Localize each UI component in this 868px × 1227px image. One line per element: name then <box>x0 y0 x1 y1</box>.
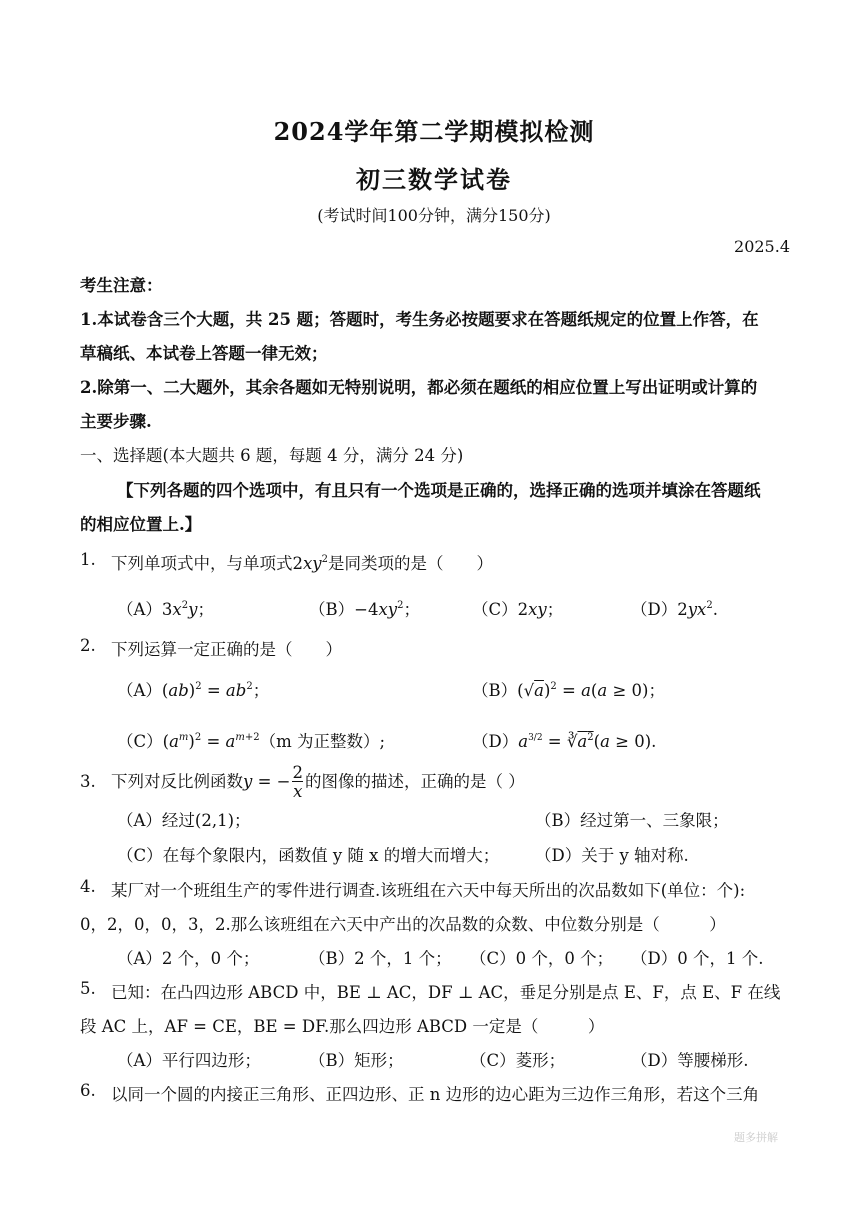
option-c: （C）0 个，0 个； <box>470 949 614 968</box>
question-number: 1. <box>80 550 96 569</box>
option-a: （A）2 个，0 个； <box>117 949 260 968</box>
option-c: $(C)(a^m)^2 = a^{m+2}(m$ 为正整数）; <box>117 732 386 751</box>
question-4-line2: 0，2，0，0，3，2.那么该班组在六天中产出的次品数的众数、中位数分别是（ ） <box>80 915 726 934</box>
question-text-line1: 某厂对一个班组生产的零件进行调查.该班组在六天中每天所出的次品数如下(单位：个): <box>111 881 746 900</box>
option-c: （C）菱形； <box>470 1051 566 1070</box>
section1-instruction-line2: 的相应位置上.】 <box>80 515 202 534</box>
option-b: $(B)-4xy^2$； <box>309 600 420 619</box>
option-b: （B）2 个，1 个； <box>309 949 452 968</box>
option-b: （B）矩形； <box>309 1051 404 1070</box>
question-5-line2: 段 AC 上，AF = CE，BE = DF.那么四边形 ABCD 一定是（ ） <box>80 1017 605 1036</box>
notice-item1-line1: 1.本试卷含三个大题，共 25 题；答题时，考生务必按题要求在答题纸规定的位置上作答，在 <box>80 310 759 329</box>
question-3-option-a: （A）经过(2,1)； <box>117 811 251 830</box>
option-d: $(D)2yx^2$. <box>631 600 718 619</box>
section1-instruction-line1: 【下列各题的四个选项中，有且只有一个选项是正确的，选择正确的选项并填涂在答题纸 <box>117 481 761 500</box>
question-number: 3. <box>80 772 96 791</box>
option-a: $(A)3x^2y$； <box>117 600 214 619</box>
option-a: （A）平行四边形； <box>117 1051 261 1070</box>
question-text-line1: 以同一个圆的内接正三角形、正四边形、正 n 边形的边心距为三边作三角形，若这个三角 <box>111 1085 760 1104</box>
notice-item2-line1: 2.除第一、二大题外，其余各题如无特别说明，都必须在题纸的相应位置上写出证明或计算的 <box>80 378 758 397</box>
notice-heading: 考生注意： <box>80 276 163 295</box>
question-text-line1: 已知：在凸四边形 ABCD 中，BE ⊥ AC，DF ⊥ AC，垂足分别是点 E、F，点 E、F 在线 <box>111 983 781 1002</box>
question-number: 6. <box>80 1081 96 1100</box>
question-number: 2. <box>80 636 96 655</box>
option-d: $(D)a^{3/2}$ = $∛a^2(a \ge 0)$. <box>472 732 657 751</box>
notice-item1-line2: 草稿纸、本试卷上答题一律无效； <box>80 344 328 363</box>
option-d: （D）0 个，1 个. <box>631 949 764 968</box>
notice-item2-line2: 主要步骤. <box>80 412 152 431</box>
exam-info: (考试时间100分钟，满分150分) <box>317 206 551 225</box>
option-c: （C）2xy； <box>472 600 564 619</box>
option-a: $(A)(ab)^2 = ab^2$； <box>117 681 270 700</box>
question-number: 4. <box>80 877 96 896</box>
question-3-option-d: （D）关于 y 轴对称. <box>535 846 689 865</box>
watermark: 题多拼解 <box>734 1131 778 1144</box>
exam-title: 2024学年第二学期模拟检测 <box>273 117 595 146</box>
question-3 <box>0 764 868 804</box>
fraction: $\frac{2}{x}$ <box>292 763 303 802</box>
option-b: $(B)(√a)^2 = a(a \ge 0)$； <box>472 681 665 700</box>
question-text: 下列单项式中，与单项式$2xy^2$是同类项的是（ ） <box>111 554 494 573</box>
question-number: 5. <box>80 979 96 998</box>
section1-heading: 一、选择题(本大题共 6 题，每题 4 分，满分 24 分) <box>80 446 464 465</box>
question-text: 下列运算一定正确的是（ ） <box>111 640 342 659</box>
option-d: （D）等腰梯形. <box>631 1051 749 1070</box>
exam-date: 2025.4 <box>734 237 790 256</box>
question-text: 下列对反比例函数y = − $\frac{2}{x}$ 的图像的描述，正确的是（ ） <box>111 763 525 802</box>
question-3-option-b: （B）经过第一、三象限； <box>535 811 729 830</box>
question-3-option-c: （C）在每个象限内，函数值 y 随 x 的增大而增大； <box>117 846 500 865</box>
exam-subtitle: 初三数学试卷 <box>356 165 512 194</box>
